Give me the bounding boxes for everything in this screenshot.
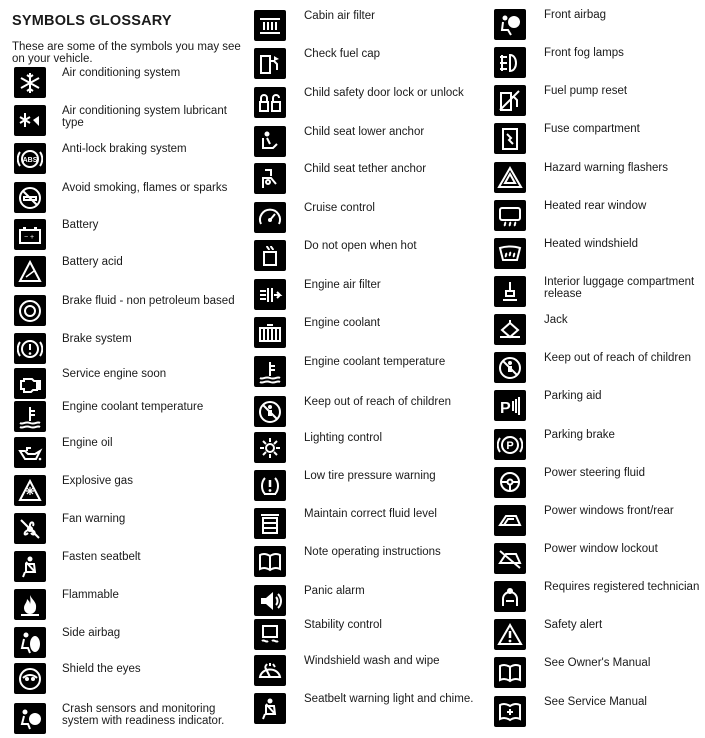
power-window-icon <box>494 505 526 536</box>
glossary-item-label: See Owner's Manual <box>544 657 651 669</box>
washer-wiper-icon <box>254 655 286 686</box>
fuel-pump-reset-icon <box>494 85 526 116</box>
glossary-item-label: Cruise control <box>304 202 375 214</box>
lighting-control-icon <box>254 432 286 463</box>
glossary-item <box>254 432 484 464</box>
glossary-item-label: Interior luggage compartment release <box>544 276 695 300</box>
glossary-item <box>494 85 699 117</box>
glossary-item-label: Fasten seatbelt <box>62 551 141 563</box>
glossary-item-label: Avoid smoking, flames or sparks <box>62 182 228 194</box>
engine-air-filter-icon <box>254 279 286 310</box>
glossary-item <box>14 551 244 583</box>
seatbelt-icon <box>14 551 46 582</box>
tire-pressure-icon <box>254 470 286 501</box>
window-lockout-icon <box>494 543 526 574</box>
glossary-item <box>494 696 699 728</box>
glossary-item <box>254 585 484 617</box>
glossary-item-label: Do not open when hot <box>304 240 417 252</box>
glossary-item <box>254 240 484 272</box>
keep-out-children-icon <box>494 352 526 383</box>
glossary-item <box>14 219 244 251</box>
glossary-item-label: Air conditioning system lubricant type <box>62 105 227 129</box>
svg-text:− +: − + <box>24 233 35 241</box>
battery-icon <box>14 219 46 250</box>
glossary-item-label: Brake fluid - non petroleum based <box>62 295 235 307</box>
glossary-item-label: Heated rear window <box>544 200 647 212</box>
glossary-item <box>494 238 699 270</box>
glossary-item-label: Keep out of reach of children <box>544 352 692 364</box>
glossary-item-label: Engine coolant temperature <box>62 401 204 413</box>
glossary-item-label: Seatbelt warning light and chime. <box>304 693 474 705</box>
fuel-cap-icon <box>254 48 286 79</box>
flame-icon <box>14 589 46 620</box>
intro-text: These are some of the symbols you may see on your vehicle. <box>12 41 241 65</box>
glossary-item <box>14 703 244 735</box>
glossary-item-label: Panic alarm <box>304 585 365 597</box>
glossary-item <box>14 333 244 365</box>
coolant-temperature-icon <box>14 401 46 432</box>
steering-wheel-icon <box>494 467 526 498</box>
front-airbag-icon <box>494 9 526 40</box>
glossary-item-label: Brake system <box>62 333 132 345</box>
glossary-item-label: Lighting control <box>304 432 382 444</box>
glossary-item-label: Child safety door lock or unlock <box>304 87 464 99</box>
glossary-item <box>494 467 699 499</box>
glossary-item-label: Child seat lower anchor <box>304 126 425 138</box>
glossary-item <box>14 368 244 400</box>
glossary-item <box>494 162 699 194</box>
trunk-release-icon <box>494 276 526 307</box>
glossary-item <box>494 657 699 689</box>
keep-out-children-icon <box>254 396 286 427</box>
glossary-item <box>254 317 484 349</box>
do-not-open-hot-icon <box>254 240 286 271</box>
glossary-item-label: Hazard warning flashers <box>544 162 669 174</box>
jack-icon <box>494 314 526 345</box>
glossary-item-label: Front fog lamps <box>544 47 624 59</box>
glossary-item <box>14 589 244 621</box>
glossary-item-label: Crash sensors and monitoring system with readiness indicator. <box>62 703 225 727</box>
glossary-item <box>494 505 699 537</box>
glossary-item-label: Jack <box>544 314 568 326</box>
hazard-icon <box>494 162 526 193</box>
glossary-item-label: Front airbag <box>544 9 607 21</box>
engine-coolant-icon <box>254 317 286 348</box>
glossary-item <box>494 9 699 41</box>
fog-lamp-icon <box>494 47 526 78</box>
speaker-icon <box>254 585 286 616</box>
no-smoking-icon <box>14 182 46 213</box>
glossary-item <box>494 276 699 308</box>
brake-system-icon <box>14 333 46 364</box>
glossary-item <box>254 655 484 687</box>
engine-icon <box>14 368 46 399</box>
explosive-gas-icon <box>14 475 46 506</box>
abs-icon <box>14 143 46 174</box>
ac-lubricant-icon <box>14 105 46 136</box>
glossary-item-label: Power window lockout <box>544 543 658 555</box>
glossary-item <box>494 123 699 155</box>
svg-text:ABS: ABS <box>22 156 38 164</box>
fan-warning-icon <box>14 513 46 544</box>
warning-triangle-icon <box>494 619 526 650</box>
glossary-item <box>14 295 244 327</box>
glossary-item-label: Low tire pressure warning <box>304 470 436 482</box>
glossary-item-label: Engine coolant temperature <box>304 356 446 368</box>
glossary-item-label: Explosive gas <box>62 475 133 487</box>
glossary-item <box>254 48 484 80</box>
technician-icon <box>494 581 526 612</box>
glossary-item <box>254 619 484 651</box>
glossary-item <box>14 401 244 433</box>
glossary-item-label: Engine oil <box>62 437 113 449</box>
glossary-item-label: Requires registered technician <box>544 581 700 593</box>
glossary-item <box>254 356 484 388</box>
glossary-item <box>254 279 484 311</box>
eye-shield-icon <box>14 663 46 694</box>
glossary-item <box>254 508 484 540</box>
glossary-item-label: Note operating instructions <box>304 546 441 558</box>
front-defrost-icon <box>494 238 526 269</box>
glossary-item-label: Fan warning <box>62 513 126 525</box>
glossary-item <box>14 627 244 659</box>
glossary-item-label: Check fuel cap <box>304 48 381 60</box>
glossary-item-label: Service engine soon <box>62 368 167 380</box>
glossary-item <box>254 546 484 578</box>
glossary-item <box>494 390 699 422</box>
glossary-item <box>254 10 484 42</box>
glossary-item-label: Fuse compartment <box>544 123 640 135</box>
glossary-item-label: Shield the eyes <box>62 663 141 675</box>
glossary-item <box>14 182 244 214</box>
glossary-item <box>14 513 244 545</box>
fluid-level-icon <box>254 508 286 539</box>
glossary-item <box>494 200 699 232</box>
rear-defrost-icon <box>494 200 526 231</box>
coolant-temperature-icon <box>254 356 286 387</box>
glossary-item-label: Safety alert <box>544 619 603 631</box>
child-lock-icon <box>254 87 286 118</box>
seatbelt-icon <box>254 693 286 724</box>
glossary-item <box>494 314 699 346</box>
svg-text:P: P <box>500 399 511 417</box>
child-seat-anchor-icon <box>254 126 286 157</box>
glossary-item-label: Anti-lock braking system <box>62 143 187 155</box>
glossary-item <box>494 429 699 461</box>
oil-can-icon <box>14 437 46 468</box>
parking-brake-icon <box>494 429 526 460</box>
glossary-item <box>494 543 699 575</box>
battery-acid-icon <box>14 256 46 287</box>
glossary-item-label: Battery <box>62 219 99 231</box>
brake-fluid-icon <box>14 295 46 326</box>
glossary-item-label: Maintain correct fluid level <box>304 508 437 520</box>
glossary-item-label: Cabin air filter <box>304 10 375 22</box>
glossary-item <box>14 67 244 99</box>
glossary-item-label: Parking aid <box>544 390 602 402</box>
open-book-icon <box>494 657 526 688</box>
glossary-item <box>494 352 699 384</box>
glossary-item-label: Keep out of reach of children <box>304 396 452 408</box>
cruise-control-icon <box>254 202 286 233</box>
glossary-item-label: Power steering fluid <box>544 467 645 479</box>
glossary-item <box>254 693 484 725</box>
glossary-item <box>14 475 244 507</box>
instructions-book-icon <box>254 546 286 577</box>
glossary-item-label: Parking brake <box>544 429 615 441</box>
child-seat-tether-icon <box>254 163 286 194</box>
glossary-item <box>494 581 699 613</box>
glossary-item <box>14 256 244 288</box>
glossary-item-label: See Service Manual <box>544 696 647 708</box>
glossary-item-label: Engine air filter <box>304 279 381 291</box>
glossary-item <box>254 163 484 195</box>
glossary-item-label: Battery acid <box>62 256 123 268</box>
glossary-item <box>254 396 484 428</box>
glossary-item-label: Engine coolant <box>304 317 381 329</box>
side-airbag-icon <box>14 627 46 658</box>
fuse-icon <box>494 123 526 154</box>
glossary-item <box>14 143 244 175</box>
glossary-item-label: Fuel pump reset <box>544 85 628 97</box>
snowflake-icon <box>14 67 46 98</box>
stability-control-icon <box>254 619 286 650</box>
service-manual-icon <box>494 696 526 727</box>
glossary-item-label: Power windows front/rear <box>544 505 674 517</box>
glossary-item <box>254 470 484 502</box>
glossary-item <box>254 87 484 119</box>
cabin-filter-icon <box>254 10 286 41</box>
glossary-item <box>254 202 484 234</box>
parking-aid-icon <box>494 390 526 421</box>
glossary-item <box>14 663 244 695</box>
glossary-item-label: Side airbag <box>62 627 121 639</box>
glossary-item <box>254 126 484 158</box>
glossary-item-label: Stability control <box>304 619 382 631</box>
crash-sensor-icon <box>14 703 46 734</box>
glossary-item-label: Child seat tether anchor <box>304 163 427 175</box>
glossary-item-label: Air conditioning system <box>62 67 181 79</box>
glossary-item-label: Heated windshield <box>544 238 638 250</box>
glossary-item <box>14 105 244 137</box>
svg-text:P: P <box>506 439 514 452</box>
glossary-item <box>14 437 244 469</box>
glossary-item-label: Windshield wash and wipe <box>304 655 440 667</box>
glossary-item <box>494 619 699 651</box>
glossary-item <box>494 47 699 79</box>
page-title: SYMBOLS GLOSSARY <box>12 13 172 29</box>
glossary-item-label: Flammable <box>62 589 119 601</box>
